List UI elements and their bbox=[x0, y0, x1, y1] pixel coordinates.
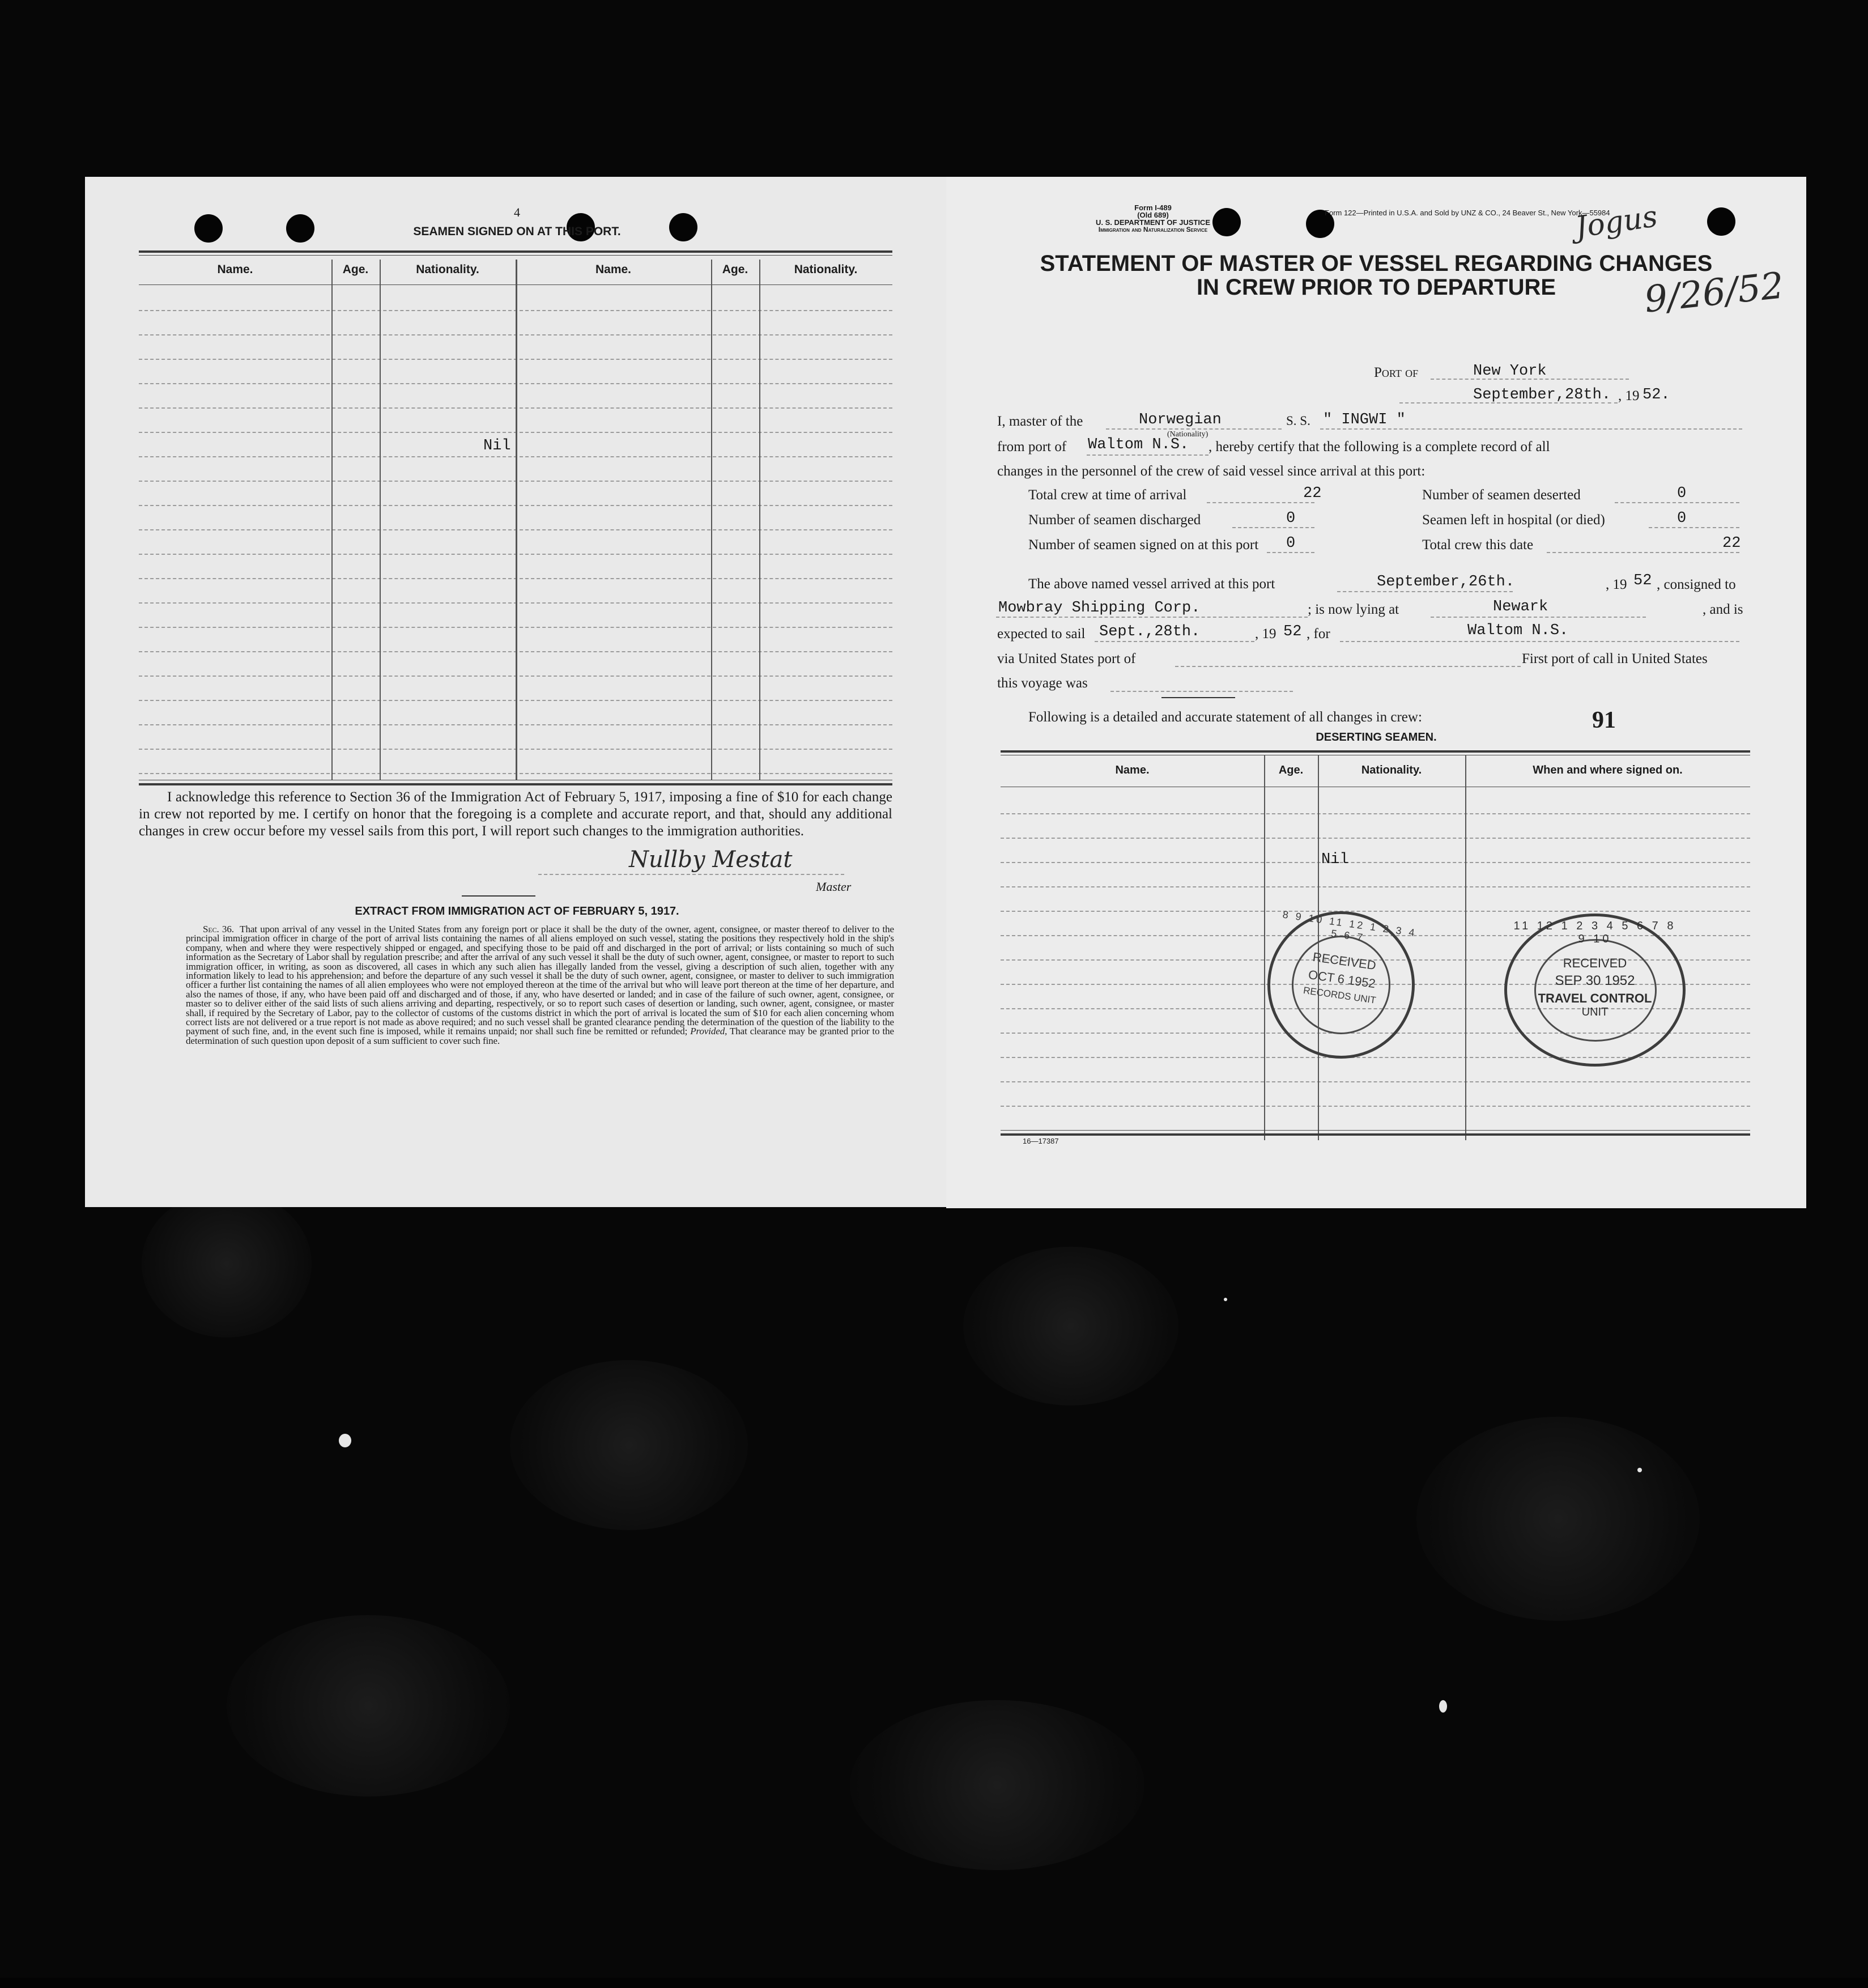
film-speck bbox=[1637, 1468, 1642, 1472]
master-signature: Nullby Mestat bbox=[629, 847, 793, 873]
column-divider bbox=[759, 260, 760, 780]
film-blot bbox=[1416, 1417, 1700, 1621]
arrived-label: The above named vessel arrived at this port bbox=[1028, 576, 1275, 592]
nil-entry: Nil bbox=[483, 437, 511, 454]
sail-value: Sept.,28th. bbox=[1099, 623, 1201, 640]
hospital-label: Seamen left in hospital (or died) bbox=[1422, 512, 1605, 528]
section-tail: That clearance may be granted prior to the determination of such question upon deposit of a sum sufficient to cover such fine. bbox=[186, 1026, 895, 1046]
date-value: September,28th. bbox=[1473, 386, 1611, 403]
deserted-label: Number of seamen deserted bbox=[1422, 487, 1581, 503]
old-form-number: (Old 689) bbox=[1137, 211, 1169, 219]
section-title: SEAMEN SIGNED ON AT THIS PORT. bbox=[413, 225, 621, 238]
right-page bbox=[946, 177, 1806, 1208]
sail-year-prefix: , 19 bbox=[1255, 626, 1276, 642]
film-blot bbox=[227, 1615, 510, 1796]
from-label: from port of bbox=[997, 439, 1067, 454]
port-value: New York bbox=[1473, 363, 1547, 380]
title-line-1: STATEMENT OF MASTER OF VESSEL REGARDING CHANGES bbox=[1040, 251, 1713, 276]
column-header: Name. bbox=[217, 263, 253, 276]
column-header: Nationality. bbox=[794, 263, 858, 276]
printer-note: Form 122—Printed in U.S.A. and Sold by UNZ & CO., 24 Beaver St., New York—55984 bbox=[1325, 209, 1610, 217]
signed-value: 0 bbox=[1286, 535, 1296, 552]
signed-line bbox=[1267, 552, 1314, 553]
hospital-line bbox=[1649, 527, 1739, 528]
form-header bbox=[1065, 204, 1241, 233]
signature-line bbox=[538, 874, 844, 875]
hospital-value: 0 bbox=[1677, 510, 1687, 527]
stamp-unit: TRAVEL CONTROL bbox=[1538, 991, 1652, 1005]
stamp-date: SEP 30 1952 bbox=[1555, 973, 1635, 988]
section-label: Sec. 36. bbox=[203, 924, 234, 934]
stamp-received: RECEIVED bbox=[1563, 956, 1627, 970]
lying-value: Newark bbox=[1493, 598, 1548, 615]
column-header: Name. bbox=[1115, 764, 1150, 776]
sail-year: 52 bbox=[1283, 623, 1302, 640]
total-date-label: Total crew this date bbox=[1422, 537, 1534, 553]
deserted-value: 0 bbox=[1677, 485, 1687, 502]
handwritten-date: 9/26/52 bbox=[1642, 265, 1786, 321]
stamp-unit: RECORDS UNIT bbox=[1303, 984, 1377, 1006]
for-value: Waltom N.S. bbox=[1467, 622, 1569, 639]
master-label: I, master of the bbox=[997, 414, 1083, 429]
table-bottom-rule bbox=[1001, 1130, 1750, 1131]
department: U. S. DEPARTMENT OF JUSTICE bbox=[1096, 218, 1210, 227]
year-value: 52. bbox=[1643, 386, 1670, 403]
deserting-title: DESERTING SEAMEN. bbox=[1316, 731, 1437, 744]
stamp-unit-2: UNIT bbox=[1581, 1006, 1609, 1018]
table-row bbox=[1001, 1106, 1750, 1107]
left-page bbox=[85, 177, 949, 1207]
divider-rule bbox=[462, 895, 535, 897]
column-header: Age. bbox=[342, 263, 369, 276]
arrived-year-prefix: , 19 bbox=[1606, 577, 1627, 592]
column-header: Nationality. bbox=[416, 263, 479, 276]
divider-rule bbox=[1161, 697, 1235, 698]
voyage-line bbox=[1110, 691, 1293, 692]
total-arrival-label: Total crew at time of arrival bbox=[1028, 487, 1187, 503]
column-divider bbox=[1465, 755, 1466, 1140]
film-speck bbox=[339, 1434, 351, 1447]
acknowledgment-text: I acknowledge this reference to Section 36 of the Immigration Act of February 5, 1917, imposing a fine of $10 for each change in crew not reported by me. I certify on honor that the foregoing is a complete and accurate report, and that, should any additional changes in crew occur before my vessel sails from this port, I will report such changes to the immigration authorities. bbox=[139, 789, 892, 839]
column-header: Name. bbox=[595, 263, 632, 276]
port-label: Port of bbox=[1374, 365, 1419, 380]
film-speck bbox=[1439, 1700, 1447, 1713]
page-number: 4 bbox=[514, 205, 520, 219]
page-count-number: 91 bbox=[1592, 707, 1616, 733]
certify-text: , hereby certify that the following is a complete record of all bbox=[1209, 439, 1550, 454]
nil-entry: Nil bbox=[1321, 851, 1349, 868]
following-label: Following is a detailed and accurate statement of all changes in crew: bbox=[1028, 710, 1422, 725]
column-divider bbox=[331, 260, 333, 780]
ship-name: " INGWI " bbox=[1323, 411, 1406, 428]
total-arrival-line bbox=[1207, 502, 1314, 503]
arrived-year: 52 bbox=[1633, 572, 1652, 589]
provided-word: Provided, bbox=[690, 1026, 727, 1037]
table-row bbox=[1001, 911, 1750, 912]
table-top-rule bbox=[139, 255, 892, 256]
total-date-line bbox=[1547, 552, 1739, 553]
nationality-field-line bbox=[1106, 428, 1282, 430]
year-field-line bbox=[1595, 402, 1618, 403]
column-header: When and where signed on. bbox=[1533, 764, 1683, 776]
column-header: Nationality. bbox=[1361, 764, 1422, 776]
consignee-line bbox=[996, 617, 1308, 618]
stamp-ring: 8 9 10 11 12 1 2 3 4 5 6 7 bbox=[1282, 908, 1418, 944]
via-label: via United States port of bbox=[997, 651, 1136, 666]
from-field-line bbox=[1087, 454, 1209, 456]
discharged-line bbox=[1232, 527, 1314, 528]
section-36-text bbox=[186, 925, 894, 1046]
lying-label: ; is now lying at bbox=[1308, 602, 1399, 617]
for-label: , for bbox=[1307, 626, 1330, 642]
year-prefix: , 19 bbox=[1618, 388, 1640, 403]
sail-label: expected to sail bbox=[997, 626, 1086, 642]
table-row bbox=[1001, 862, 1750, 863]
deserted-line bbox=[1615, 502, 1739, 503]
nationality-value: Norwegian bbox=[1139, 411, 1222, 428]
film-blot bbox=[963, 1247, 1178, 1405]
film-edge bbox=[0, 1978, 1868, 1988]
stamp-date: OCT 6 1952 bbox=[1307, 967, 1377, 991]
changes-text: changes in the personnel of the crew of said vessel since arrival at this port: bbox=[997, 464, 1426, 479]
table-row bbox=[1001, 813, 1750, 814]
and-is: , and is bbox=[1703, 602, 1743, 617]
extract-title: EXTRACT FROM IMMIGRATION ACT OF FEBRUARY 5, 1917. bbox=[355, 905, 679, 917]
consigned-label: , consigned to bbox=[1657, 577, 1736, 592]
column-divider bbox=[516, 260, 517, 780]
footer-code: 16—17387 bbox=[1023, 1137, 1059, 1145]
stamp-received: RECEIVED bbox=[1312, 949, 1377, 973]
document-title bbox=[946, 252, 1806, 299]
signed-label: Number of seamen signed on at this port bbox=[1028, 537, 1259, 553]
table-row bbox=[1001, 886, 1750, 887]
received-stamp-travel-control bbox=[1504, 914, 1686, 1067]
ss-label: S. S. bbox=[1286, 414, 1310, 428]
punch-hole bbox=[1707, 207, 1735, 236]
total-arrival-value: 22 bbox=[1303, 485, 1322, 502]
first-port-label: First port of call in United States bbox=[1522, 651, 1708, 666]
table-bottom-rule bbox=[1001, 1133, 1750, 1136]
table-top-rule bbox=[1001, 750, 1750, 753]
form-number: Form I-489 bbox=[1134, 203, 1172, 212]
table-bottom-rule bbox=[139, 783, 892, 785]
discharged-label: Number of seamen discharged bbox=[1028, 512, 1201, 528]
film-speck bbox=[1224, 1298, 1227, 1301]
service: Immigration and Naturalization Service bbox=[1098, 226, 1208, 233]
column-header: Age. bbox=[1278, 764, 1304, 776]
column-header: Age. bbox=[722, 263, 748, 276]
total-date-value: 22 bbox=[1722, 535, 1741, 552]
from-value: Waltom N.S. bbox=[1088, 436, 1189, 453]
column-divider bbox=[380, 260, 381, 780]
film-blot bbox=[142, 1190, 312, 1337]
sail-line bbox=[1095, 641, 1254, 642]
stamp-ring: 11 12 1 2 3 4 5 6 7 8 9 10 bbox=[1513, 920, 1676, 945]
discharged-value: 0 bbox=[1286, 510, 1296, 527]
table-row bbox=[1001, 1081, 1750, 1082]
title-line-2: IN CREW PRIOR TO DEPARTURE bbox=[1196, 275, 1556, 300]
nationality-caption: (Nationality) bbox=[1167, 430, 1209, 439]
section-body: That upon arrival of any vessel in the United States from any foreign port or place it shall be the duty of the owner, agent, consignee, or master thereof to deliver to the principal immigration officer in charge of the port of arrival lists containing the names of all aliens employed on such vessel, stating the positions they respectively hold in the ship's company, when and where they were respectively shipped or engaged, and specifying those to be paid off and discharged in the port of arrival; or lists containing so much of such information as the Secretary of Labor shall by regulation prescribe; and after the arrival of any such vessel it shall be the duty of such owner, agent, consignee, or master to report to such immigration officer, in writing, as soon as discovered, all cases in which any such alien has illegally landed from the vessel, giving a description of such alien, together with any information likely to lead to his apprehension; and before the departure of any such vessel it shall be the duty of such owner, agent, consignee, or master to deliver to such immigration officer a further list containing the names of all alien employees who were not employed thereon at the time of the arrival but who will leave port thereon at the time of her departure, and also the names of those, if any, who have been paid off and discharged and of those, if any, who have deserted or landed; and in case of the failure of such owner, agent, consignee, or master so to deliver either of the said lists of such aliens arriving and departing, respectively, or so to report such cases of desertion or landing, such owner, agent, consignee, or master shall, if required by the Secretary of Labor, pay to the collector of customs of the customs district in which the port of arrival is located the sum of $10 for each alien concerning whom correct lists are not delivered or a true report is not made as above required; and no such vessel shall be granted clearance pending the determination of the question of the liability to the payment of such fine, and, in the event such fine is imposed, while it remains unpaid; nor shall such fine be remitted or refunded; bbox=[186, 924, 894, 1037]
arrived-value: September,26th. bbox=[1377, 574, 1515, 591]
film-blot bbox=[850, 1700, 1144, 1870]
arrived-line bbox=[1337, 591, 1513, 592]
voyage-label: this voyage was bbox=[997, 676, 1088, 691]
for-line bbox=[1340, 641, 1739, 642]
lying-line bbox=[1431, 617, 1646, 618]
signature-caption: Master bbox=[816, 880, 852, 894]
ship-name-line bbox=[1320, 428, 1742, 430]
consignee: Mowbray Shipping Corp. bbox=[998, 600, 1201, 617]
table-top-rule bbox=[139, 250, 892, 253]
via-line bbox=[1175, 666, 1521, 667]
column-divider bbox=[711, 260, 712, 780]
film-blot bbox=[510, 1360, 748, 1530]
handwritten-initials: Jogus bbox=[1573, 199, 1660, 245]
table-row bbox=[1001, 838, 1750, 839]
column-divider bbox=[1264, 755, 1265, 1140]
